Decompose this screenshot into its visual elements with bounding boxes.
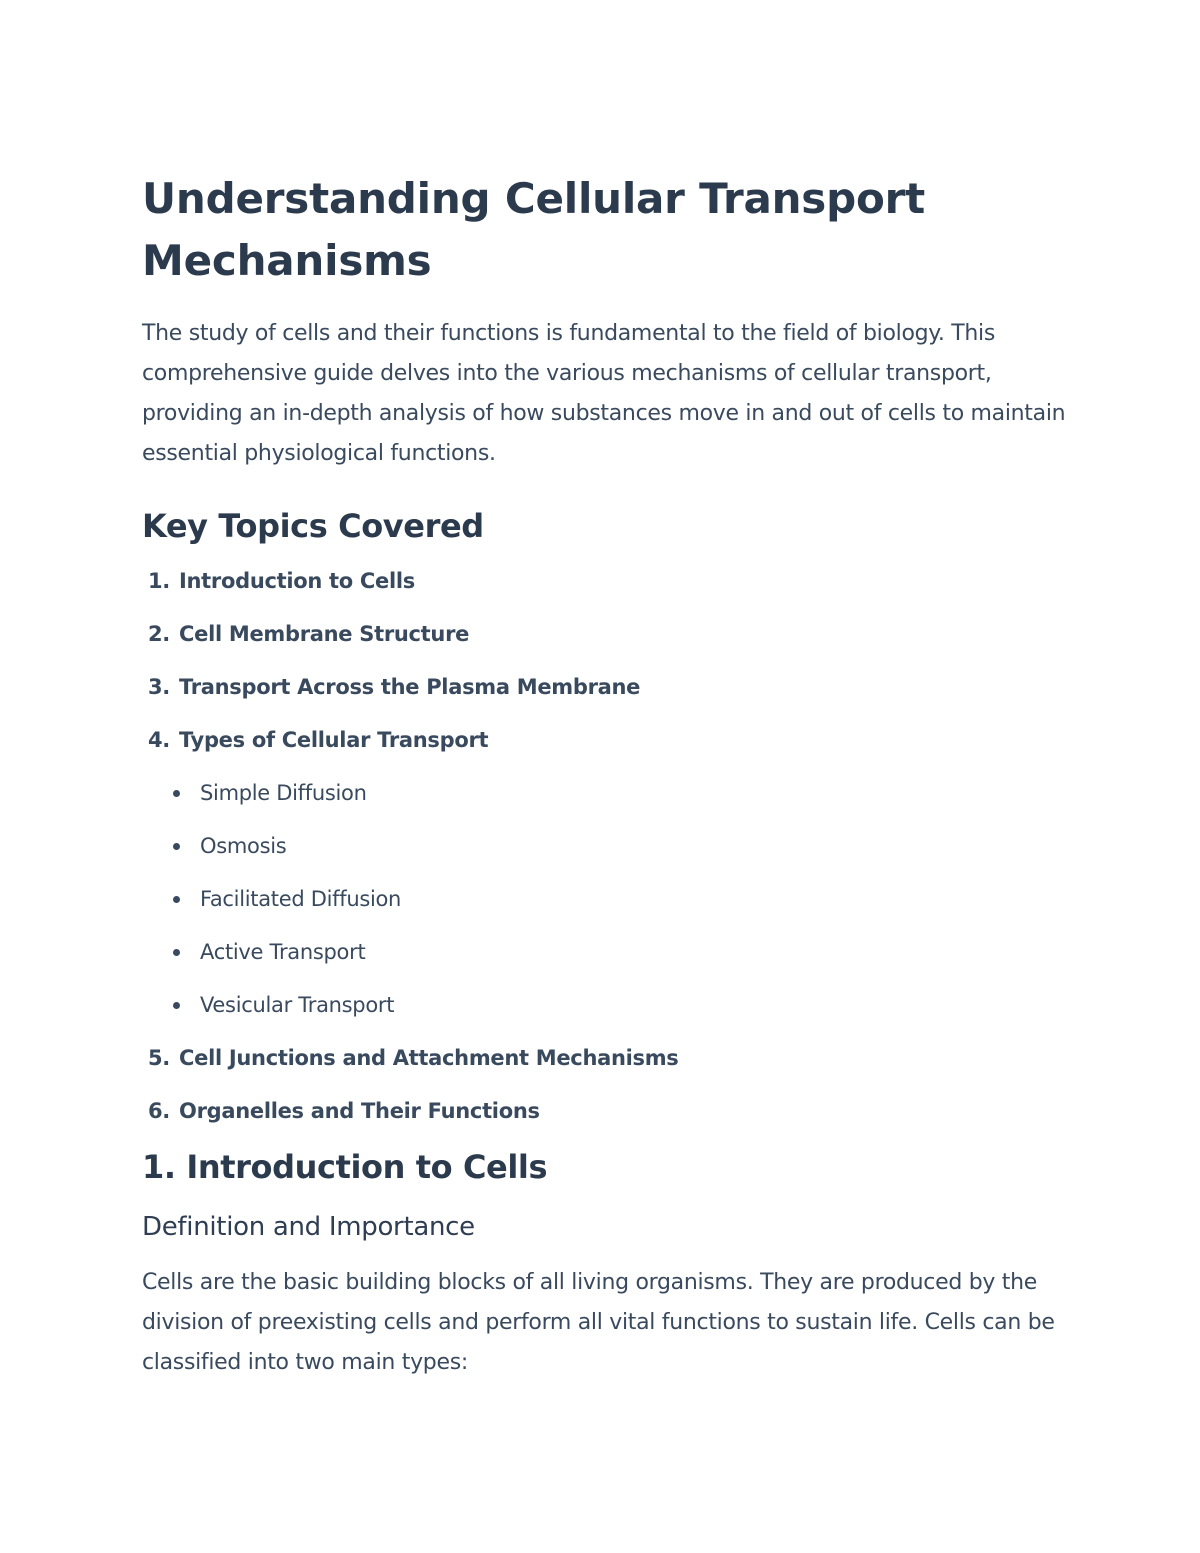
topic-label: Cell Membrane Structure: [179, 622, 470, 646]
subtopic-item: [142, 992, 1072, 1019]
subtopic-label: Active Transport: [200, 940, 366, 964]
subtopic-label: Facilitated Diffusion: [200, 887, 402, 911]
topic-label: Types of Cellular Transport: [179, 728, 489, 752]
topic-item: [142, 568, 1072, 595]
subtopic-label: Vesicular Transport: [200, 993, 395, 1017]
topic-item: [142, 727, 1072, 1019]
topic-number: 5.: [148, 1046, 170, 1070]
key-topics-heading: Key Topics Covered: [142, 507, 484, 545]
subtopic-item: [142, 780, 1072, 807]
subtopic-label: Osmosis: [200, 834, 287, 858]
topic-item: [142, 1045, 1072, 1072]
topic-number: 2.: [148, 622, 170, 646]
topic-label: Transport Across the Plasma Membrane: [179, 675, 641, 699]
key-topics-list: [142, 568, 1072, 1125]
topic-item: [142, 674, 1072, 701]
bullet-icon: [173, 896, 180, 903]
topic-label: Organelles and Their Functions: [179, 1099, 540, 1123]
bullet-icon: [173, 790, 180, 797]
topic-label: Cell Junctions and Attachment Mechanisms: [179, 1046, 679, 1070]
section-heading: 1. Introduction to Cells: [142, 1148, 548, 1186]
bullet-icon: [173, 1002, 180, 1009]
transport-types-list: [142, 780, 1072, 1019]
topic-label: Introduction to Cells: [179, 569, 415, 593]
topic-number: 1.: [148, 569, 170, 593]
topic-item: [142, 621, 1072, 648]
subtopic-item: [142, 939, 1072, 966]
page-title: Understanding Cellular Transport Mechanisms: [142, 174, 926, 285]
subtopic-item: [142, 833, 1072, 860]
section-subheading: Definition and Importance: [142, 1212, 475, 1242]
bullet-icon: [173, 949, 180, 956]
bullet-icon: [173, 843, 180, 850]
topic-number: 3.: [148, 675, 170, 699]
topic-number: 6.: [148, 1099, 170, 1123]
intro-paragraph: The study of cells and their functions is fundamental to the field of biology. This comprehensive guide delves into the various mechanisms of cellular transport, providing an in-depth analysis of how substances move in and out of cells to maintain essential physiological functions.: [142, 321, 1066, 466]
section-paragraph: Cells are the basic building blocks of all living organisms. They are produced by the division of preexisting cells and perform all vital functions to sustain life. Cells can be classified into two main types:: [142, 1270, 1055, 1375]
topic-number: 4.: [148, 728, 170, 752]
subtopic-label: Simple Diffusion: [200, 781, 367, 805]
subtopic-item: [142, 886, 1072, 913]
document-page: [142, 168, 1072, 1383]
topic-item: [142, 1098, 1072, 1125]
